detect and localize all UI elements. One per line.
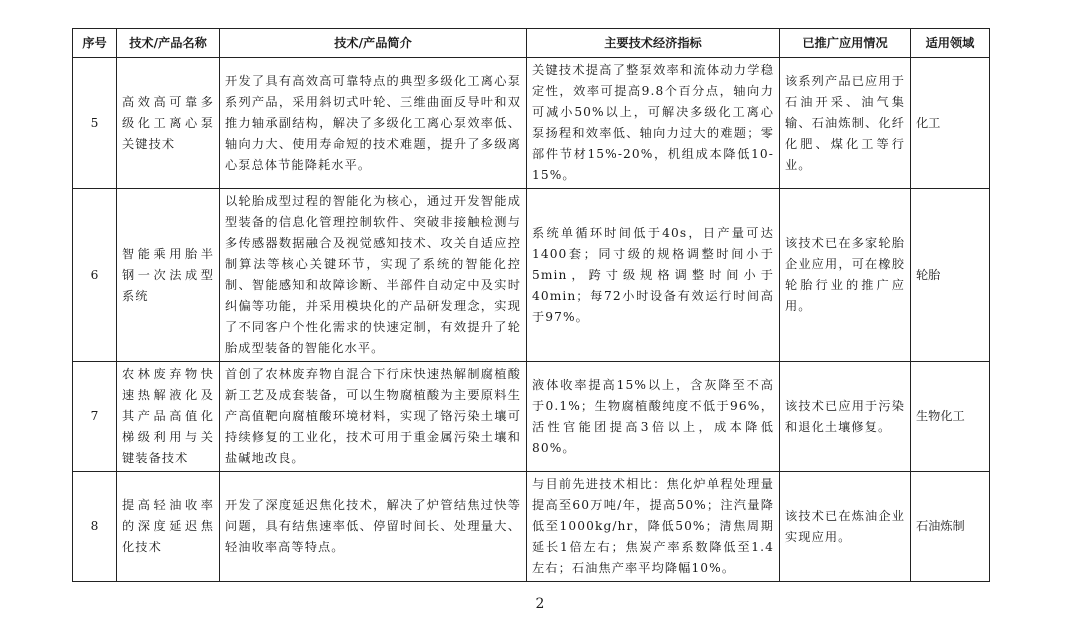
header-promotion: 已推广应用情况 [780,29,911,58]
row-metrics: 关键技术提高了整泵效率和流体动力学稳定性，效率可提高9.8个百分点，轴向力可减小50%以上，可解决多级化工离心泵扬程和效率低、轴向力过大的难题；零部件节材15%-20%，机组成本降低10-15%。 [527,58,780,189]
row-field: 石油炼制 [911,472,990,582]
table-body [73,58,990,582]
header-no: 序号 [73,29,117,58]
row-field: 化工 [911,58,990,189]
row-field: 轮胎 [911,189,990,362]
technology-table [72,28,990,582]
row-promotion: 该技术已在多家轮胎企业应用，可在橡胶轮胎行业的推广应用。 [780,189,911,362]
row-metrics: 与目前先进技术相比：焦化炉单程处理量提高至60万吨/年，提高50%；注汽量降低至1000kg/hr，降低50%；清焦周期延长1倍左右；焦炭产率系数降低至1.4左右；石油焦产率平均降幅10%。 [527,472,780,582]
table-row [73,189,990,362]
row-tech-name: 智能乘用胎半钢一次法成型系统 [117,189,220,362]
table-row [73,362,990,472]
header-intro: 技术/产品简介 [220,29,527,58]
row-tech-name: 高效高可靠多级化工离心泵关键技术 [117,58,220,189]
page-number: 2 [535,596,545,612]
row-field: 生物化工 [911,362,990,472]
header-metrics: 主要技术经济指标 [527,29,780,58]
table-row [73,58,990,189]
row-tech-name: 农林废弃物快速热解液化及其产品高值化梯级利用与关键装备技术 [117,362,220,472]
header-row [73,29,990,58]
table-header [73,29,990,58]
row-number: 8 [73,472,117,582]
header-field: 适用领域 [911,29,990,58]
row-promotion: 该技术已应用于污染和退化土壤修复。 [780,362,911,472]
row-metrics: 液体收率提高15%以上，含灰降至不高于0.1%；生物腐植酸纯度不低于96%，活性官能团提高3倍以上，成本降低80%。 [527,362,780,472]
header-name: 技术/产品名称 [117,29,220,58]
row-metrics: 系统单循环时间低于40s，日产量可达1400套；同寸级的规格调整时间小于5min，跨寸级规格调整时间小于40min；每72小时设备有效运行时间高于97%。 [527,189,780,362]
row-promotion: 该技术已在炼油企业实现应用。 [780,472,911,582]
row-tech-intro: 开发了深度延迟焦化技术，解决了炉管结焦过快等问题，具有结焦速率低、停留时间长、处理量大、轻油收率高等特点。 [220,472,527,582]
row-tech-intro: 开发了具有高效高可靠特点的典型多级化工离心泵系列产品，采用斜切式叶轮、三维曲面反导叶和双推力轴承副结构，解决了多级化工离心泵效率低、轴向力大、使用寿命短的技术难题，提升了多级离心泵总体节能降耗水平。 [220,58,527,189]
row-tech-intro: 首创了农林废弃物自混合下行床快速热解制腐植酸新工艺及成套装备，可以生物腐植酸为主要原料生产高值靶向腐植酸环境材料，实现了铬污染土壤可持续修复的工业化，技术可用于重金属污染土壤和盐碱地改良。 [220,362,527,472]
row-number: 6 [73,189,117,362]
row-tech-intro: 以轮胎成型过程的智能化为核心，通过开发智能成型装备的信息化管理控制软件、突破非接触检测与多传感器数据融合及视觉感知技术、攻关自适应控制算法等核心关键环节，实现了系统的智能化控制、智能感知和故障诊断、半部件自动定中及实时纠偏等功能，并采用模块化的产品研发理念，实现了不同客户个性化需求的快速定制，有效提升了轮胎成型装备的智能化水平。 [220,189,527,362]
row-tech-name: 提高轻油收率的深度延迟焦化技术 [117,472,220,582]
row-number: 7 [73,362,117,472]
row-number: 5 [73,58,117,189]
table-row [73,472,990,582]
row-promotion: 该系列产品已应用于石油开采、油气集输、石油炼制、化纤化肥、煤化工等行业。 [780,58,911,189]
